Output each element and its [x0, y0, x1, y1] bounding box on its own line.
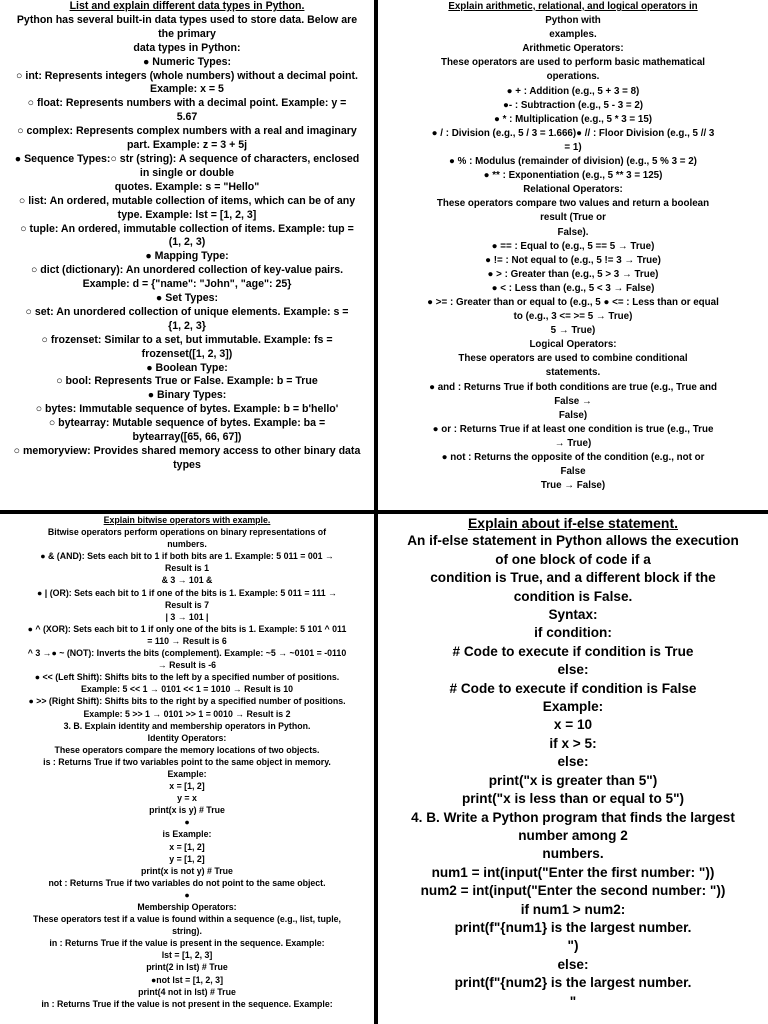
text-line: Membership Operators: [137, 902, 237, 912]
text-line: Python with [545, 15, 601, 27]
text-line: result (True or [540, 212, 606, 224]
text-line: → True) [554, 437, 592, 449]
text-line: (1, 2, 3) [168, 236, 206, 249]
text-line: ● Mapping Type: [145, 250, 229, 263]
text-line: ● Boolean Type: [146, 361, 228, 374]
text-line: Logical Operators: [529, 339, 617, 351]
text-line: Result is 1 [164, 563, 209, 574]
text-line: else: [557, 754, 589, 770]
text-line: {1, 2, 3} [168, 319, 206, 332]
text-line: Example: d = {"name": "John", "age": 25} [82, 278, 292, 291]
text-line: ● or : Returns True if at least one condition is true (e.g., True [432, 423, 714, 435]
panel-if-else [378, 514, 768, 1024]
text-line: ● ** : Exponentiation (e.g., 5 ** 3 = 125) [483, 170, 663, 182]
text-line: Example: [542, 699, 604, 715]
panel-operators [378, 0, 768, 510]
text-line: condition is False. [513, 588, 633, 604]
text-line: print(x is y) # True [149, 805, 225, 816]
text-line: False) [558, 409, 588, 421]
text-line: These operators compare two values and return a boolean [436, 198, 710, 210]
text-line: y = x [177, 793, 197, 804]
text-line: ● > : Greater than (e.g., 5 > 3 → True) [487, 268, 659, 280]
text-line: operations. [546, 71, 600, 83]
panel-bitwise-operators [0, 514, 374, 1024]
text-line: 4. B. Write a Python program that finds the largest [411, 809, 735, 825]
section-title: Explain arithmetic, relational, and logical operators in [448, 1, 698, 12]
text-line: of one block of code if a [495, 551, 651, 567]
text-line: examples. [549, 29, 597, 41]
text-line: 5 → True) [550, 325, 596, 337]
text-line: False → [554, 395, 592, 407]
text-line: Identity Operators: [147, 732, 227, 743]
text-line: These operators are used to perform basic mathematical [440, 57, 706, 69]
text-line: Arithmetic Operators: [522, 43, 624, 55]
text-line: ○ tuple: An ordered, immutable collection of items. Example: tup = [20, 222, 354, 235]
text-line: ● Numeric Types: [142, 55, 232, 68]
text-line: ● < : Less than (e.g., 5 < 3 → False) [491, 282, 655, 294]
text-line: Bitwise operators perform operations on binary representations of [47, 527, 327, 538]
text-line: num2 = int(input("Enter the second number: ")) [420, 883, 726, 899]
text-line: False). [557, 226, 589, 238]
text-line: These operators compare the memory locations of two objects. [54, 744, 320, 755]
text-line: num1 = int(input("Enter the first number: ")) [431, 864, 715, 880]
text-line: ○ bool: Represents True or False. Example: b = True [56, 375, 318, 388]
section-title: List and explain different data types in Python. [69, 0, 305, 12]
text-line: ● * : Multiplication (e.g., 5 * 3 = 15) [493, 113, 653, 125]
text-line: x = 10 [553, 717, 593, 733]
text-line: ● & (AND): Sets each bit to 1 if both bits are 1. Example: 5 011 = 001 → [40, 551, 334, 562]
text-line: These operators are used to combine conditional [458, 353, 688, 365]
text-line: numbers. [542, 846, 604, 862]
text-line: type. Example: lst = [1, 2, 3] [117, 208, 257, 221]
section-title: Explain bitwise operators with example. [103, 515, 271, 525]
text-line: if num1 > num2: [520, 901, 626, 917]
text-line: string). [172, 926, 202, 937]
text-line: part. Example: z = 3 + 5j [126, 139, 248, 152]
text-line: ● [184, 889, 190, 900]
text-line: ○ float: Represents numbers with a decimal point. Example: y = [27, 97, 347, 110]
text-line: else: [557, 662, 589, 678]
text-line: if x > 5: [549, 735, 597, 751]
text-line: ● Set Types: [155, 292, 219, 305]
text-line: # Code to execute if condition is False [449, 680, 697, 696]
text-line: frozenset([1, 2, 3]) [141, 347, 233, 360]
text-line: ●not lst = [1, 2, 3] [150, 974, 224, 985]
text-line: ● not : Returns the opposite of the condition (e.g., not or [441, 452, 705, 463]
text-line: True → False) [540, 480, 606, 492]
text-line: ^ 3 →● ~ (NOT): Inverts the bits (complement). Example: ~5 → ~0101 = -0110 [27, 648, 347, 659]
text-line: Example: 5 >> 1 → 0101 >> 1 = 0010 → Result is 2 [83, 708, 291, 719]
text-line: not : Returns True if two variables do not point to the same object. [48, 877, 326, 888]
text-line: " [569, 993, 577, 1009]
text-line: ● >> (Right Shift): Shifts bits to the right by a specified number of positions. [28, 696, 346, 707]
text-line: ○ set: An unordered collection of unique elements. Example: s = [25, 305, 349, 318]
text-line: ○ frozenset: Similar to a set, but immutable. Example: fs = [41, 333, 333, 346]
text-line: Relational Operators: [523, 184, 623, 196]
text-line: ● == : Equal to (e.g., 5 == 5 → True) [491, 240, 655, 252]
text-line: = 1) [564, 141, 582, 153]
text-line: Python has several built-in data types used to store data. Below are [16, 13, 358, 26]
text-line: | 3 → 101 | [165, 611, 209, 622]
text-line: Example: [167, 768, 207, 779]
text-line: ") [567, 938, 579, 954]
text-line: ○ list: An ordered, mutable collection of items, which can be of any [18, 194, 356, 207]
text-line: ● and : Returns True if both conditions are true (e.g., True and [429, 381, 717, 393]
text-line: Result is 7 [164, 599, 209, 610]
text-line: ● >= : Greater than or equal to (e.g., 5 ● <= : Less than or equal [427, 296, 719, 308]
panel-data-types [0, 0, 374, 510]
text-line: ● << (Left Shift): Shifts bits to the left by a specified number of positions. [34, 672, 340, 683]
text-line: ● Binary Types: [147, 389, 227, 402]
text-line: ● ^ (XOR): Sets each bit to 1 if only one of the bits is 1. Example: 5 101 ^ 011 [27, 623, 347, 634]
text-line: in single or double [139, 166, 235, 179]
text-line: ○ bytes: Immutable sequence of bytes. Example: b = b'hello' [35, 403, 339, 416]
text-line: types [173, 458, 201, 471]
text-line: Syntax: [548, 607, 598, 623]
text-line: = 110 → Result is 6 [147, 635, 227, 646]
text-line: → Result is -6 [157, 660, 217, 671]
text-line: ○ memoryview: Provides shared memory access to other binary data [13, 445, 361, 457]
text-line: in : Returns True if the value is present in the sequence. Example: [49, 938, 325, 949]
text-line: Example: x = 5 [150, 83, 224, 96]
text-line: ● != : Not equal to (e.g., 5 != 3 → True) [485, 254, 661, 266]
text-line: print(4 not in lst) # True [138, 986, 236, 997]
text-line: False [560, 466, 586, 478]
text-line: x = [1, 2] [169, 841, 205, 852]
text-line: ● + : Addition (e.g., 5 + 3 = 8) [506, 85, 640, 97]
text-line: ● % : Modulus (remainder of division) (e.g., 5 % 3 = 2) [449, 156, 697, 168]
text-line: the primary [158, 27, 216, 40]
text-line: else: [557, 956, 589, 972]
text-line: ●- : Subtraction (e.g., 5 - 3 = 2) [502, 99, 644, 111]
text-line: print("x is greater than 5") [488, 772, 658, 788]
text-line: ● Sequence Types:○ str (string): A sequence of characters, enclosed [14, 152, 360, 165]
text-line: print(f"{num2} is the largest number. [454, 975, 692, 991]
text-line: ● | (OR): Sets each bit to 1 if one of the bits is 1. Example: 5 011 = 111 → [37, 587, 337, 598]
text-line: numbers. [167, 539, 207, 550]
text-line: is Example: [162, 829, 212, 840]
text-line: x = [1, 2] [169, 781, 205, 792]
text-line: ● [184, 817, 190, 828]
text-line: # Code to execute if condition is True [452, 643, 694, 659]
text-line: An if-else statement in Python allows the execution [407, 533, 739, 549]
text-line: statements. [545, 367, 601, 379]
text-line: bytearray([65, 66, 67]) [132, 431, 242, 444]
text-line: 5.67 [176, 111, 198, 124]
text-line: ● / : Division (e.g., 5 / 3 = 1.666)● // : Floor Division (e.g., 5 // 3 [431, 127, 715, 139]
text-line: number among 2 [518, 827, 628, 843]
text-line: print(2 in lst) # True [146, 962, 228, 973]
text-line: & 3 → 101 & [161, 575, 213, 586]
text-line: condition is True, and a different block if the [430, 570, 716, 586]
text-line: to (e.g., 3 <= >= 5 → True) [513, 311, 633, 323]
text-line: ○ int: Represents integers (whole numbers) without a decimal point. [16, 69, 358, 82]
text-line: y = [1, 2] [169, 853, 205, 864]
text-line: ○ bytearray: Mutable sequence of bytes. Example: ba = [48, 417, 326, 430]
text-line: if condition: [534, 625, 612, 641]
text-line: These operators test if a value is found within a sequence (e.g., list, tuple, [33, 914, 341, 925]
text-line: data types in Python: [133, 41, 241, 54]
text-line: ○ complex: Represents complex numbers with a real and imaginary [17, 125, 357, 138]
text-line: Example: 5 << 1 → 0101 << 1 = 1010 → Result is 10 [81, 684, 293, 695]
text-line: 3. B. Explain identity and membership operators in Python. [63, 720, 311, 731]
text-line: lst = [1, 2, 3] [161, 950, 213, 961]
text-line: ○ dict (dictionary): An unordered collection of key-value pairs. [30, 264, 344, 277]
text-line: print(x is not y) # True [141, 865, 233, 876]
text-line: is : Returns True if two variables point to the same object in memory. [43, 756, 331, 767]
text-line: quotes. Example: s = "Hello" [114, 180, 260, 193]
text-line: in : Returns True if the value is not present in the sequence. Example: [41, 998, 333, 1009]
section-title: Explain about if-else statement. [467, 515, 679, 531]
horizontal-divider [0, 510, 768, 514]
text-line: print(f"{num1} is the largest number. [454, 919, 692, 935]
text-line: print("x is less than or equal to 5") [461, 791, 685, 807]
